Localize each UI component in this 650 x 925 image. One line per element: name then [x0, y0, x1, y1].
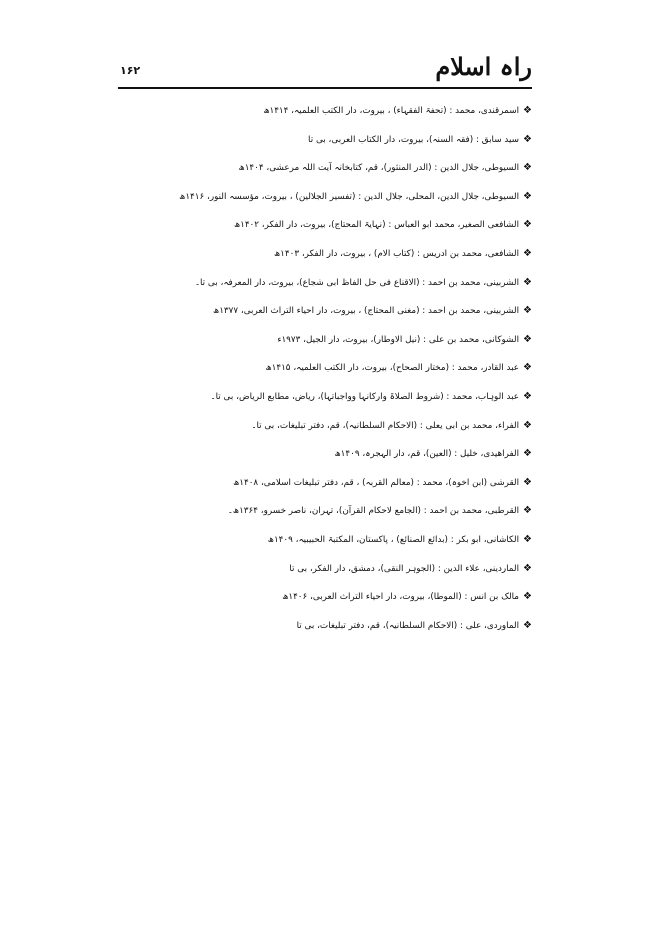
- reference-item: [118, 183, 532, 212]
- reference-item: [118, 383, 532, 412]
- reference-item: [118, 126, 532, 155]
- bullet-icon: ❖: [523, 362, 532, 374]
- reference-item: [118, 326, 532, 355]
- reference-item: [118, 583, 532, 612]
- page-header: [118, 52, 532, 86]
- reference-item: [118, 211, 532, 240]
- reference-text: الشافعی، محمد بن ادریس : (کتاب الام) ، بیروت، دار الفکر، ۱۴۰۳ھ: [273, 248, 520, 259]
- reference-text: الفراھیدی، خلیل : (العین)، قم، دار الہجرہ، ۱۴۰۹ھ: [334, 449, 520, 460]
- bullet-icon: ❖: [523, 276, 532, 288]
- bullet-icon: ❖: [523, 448, 532, 460]
- reference-item: [118, 440, 532, 469]
- reference-text: الشربینی، محمد بن احمد : (مغنی المحتاج) ، بیروت، دار احیاء التراث العربی، ۱۳۷۷ھ: [213, 306, 520, 317]
- bullet-icon: ❖: [523, 305, 532, 317]
- bullet-icon: ❖: [523, 390, 532, 402]
- bullet-icon: ❖: [523, 333, 532, 345]
- reference-item: [118, 240, 532, 269]
- reference-item: [118, 269, 532, 298]
- reference-text: سید سابق : (فقہ السنہ)، بیروت، دار الکتاب العربی، بی تا: [308, 134, 520, 145]
- reference-text: الشربینی، محمد بن احمد : (الاقناع فی حل الفاظ ابی شجاع)، بیروت، دار المعرفہ، بی تا۔: [194, 277, 520, 288]
- reference-item: [118, 354, 532, 383]
- reference-item: [118, 97, 532, 126]
- bullet-icon: ❖: [523, 190, 532, 202]
- header-rule: [118, 87, 532, 89]
- reference-text: عبد الوہاب، محمد : (شروط الصلاۃ وارکانہا وواجباتہا)، ریاض، مطابع الریاض، بی تا۔: [210, 391, 520, 402]
- bullet-icon: ❖: [523, 591, 532, 603]
- reference-text: القرطبی، محمد بن احمد : (الجامع لاحکام القرآن)، تہران، ناصر خسرو، ۱۳۶۴ھ۔: [227, 506, 520, 517]
- reference-text: الماردینی، علاء الدین : (الجوہر النقی)، دمشق، دار الفکر، بی تا: [289, 563, 520, 574]
- reference-text: الشافعی الصغیر، محمد ابو العباس : (نہایۃ المحتاج)، بیروت، دار الفکر، ۱۴۰۲ھ: [233, 220, 520, 231]
- bullet-icon: ❖: [523, 505, 532, 517]
- bullet-icon: ❖: [523, 105, 532, 116]
- reference-list: [118, 97, 532, 640]
- bullet-icon: ❖: [523, 562, 532, 574]
- bullet-icon: ❖: [523, 162, 532, 174]
- reference-text: السیوطی، جلال الدین، المحلی، جلال الدین : (تفسیر الجلالین) ، بیروت، مؤسسہ النور، ۱۴۱۶ھ: [179, 191, 520, 202]
- reference-text: مالک بن انس : (الموطا)، بیروت، دار احیاء التراث العربی، ۱۴۰۶ھ: [282, 592, 520, 603]
- reference-text: الشوکانی، محمد بن علی : (نیل الاوطار)، بیروت، دار الجیل، ۱۹۷۳ء: [277, 334, 520, 345]
- reference-text: القرشی (ابن اخوہ)، محمد : (معالم القربہ) ، قم، دفتر تبلیغات اسلامی، ۱۴۰۸ھ: [233, 477, 520, 488]
- reference-item: [118, 469, 532, 498]
- reference-item: [118, 526, 532, 555]
- reference-item: [118, 154, 532, 183]
- bullet-icon: ❖: [523, 247, 532, 259]
- reference-item: [118, 297, 532, 326]
- journal-title: راہ اسلام: [435, 52, 532, 81]
- bullet-icon: ❖: [523, 419, 532, 431]
- reference-item: [118, 412, 532, 441]
- bullet-icon: ❖: [523, 533, 532, 545]
- reference-text: الکاشانی، ابو بکر : (بدائع الصنائع) ، پاکستان، المکتبۃ الحبیبیہ، ۱۴۰۹ھ: [267, 534, 520, 545]
- bullet-icon: ❖: [523, 619, 532, 631]
- bullet-icon: ❖: [523, 133, 532, 145]
- reference-text: الفراء، محمد بن ابی یعلی : (الاحکام السلطانیہ)، قم، دفتر تبلیغات، بی تا۔: [251, 420, 520, 431]
- reference-text: الماوردی، علی : (الاحکام السلطانیہ)، قم، دفتر تبلیغات، بی تا: [296, 620, 520, 631]
- reference-text: عبد القادر، محمد : (مختار الصحاح)، بیروت، دار الکتب العلمیہ، ۱۴۱۵ھ: [265, 363, 520, 374]
- reference-item: [118, 612, 532, 641]
- bullet-icon: ❖: [523, 219, 532, 231]
- reference-item: [118, 497, 532, 526]
- reference-item: [118, 555, 532, 584]
- reference-text: السیوطی، جلال الدین : (الدر المنثور)، قم، کتابخانہ آیت اللہ مرعشی، ۱۴۰۴ھ: [238, 163, 520, 174]
- page-number: ۱۶۲: [120, 64, 141, 77]
- bullet-icon: ❖: [523, 476, 532, 488]
- reference-text: اسمرقندی، محمد : (تحفۃ الفقہاء) ، بیروت، دار الکتب العلمیہ، ۱۴۱۴ھ: [263, 106, 520, 116]
